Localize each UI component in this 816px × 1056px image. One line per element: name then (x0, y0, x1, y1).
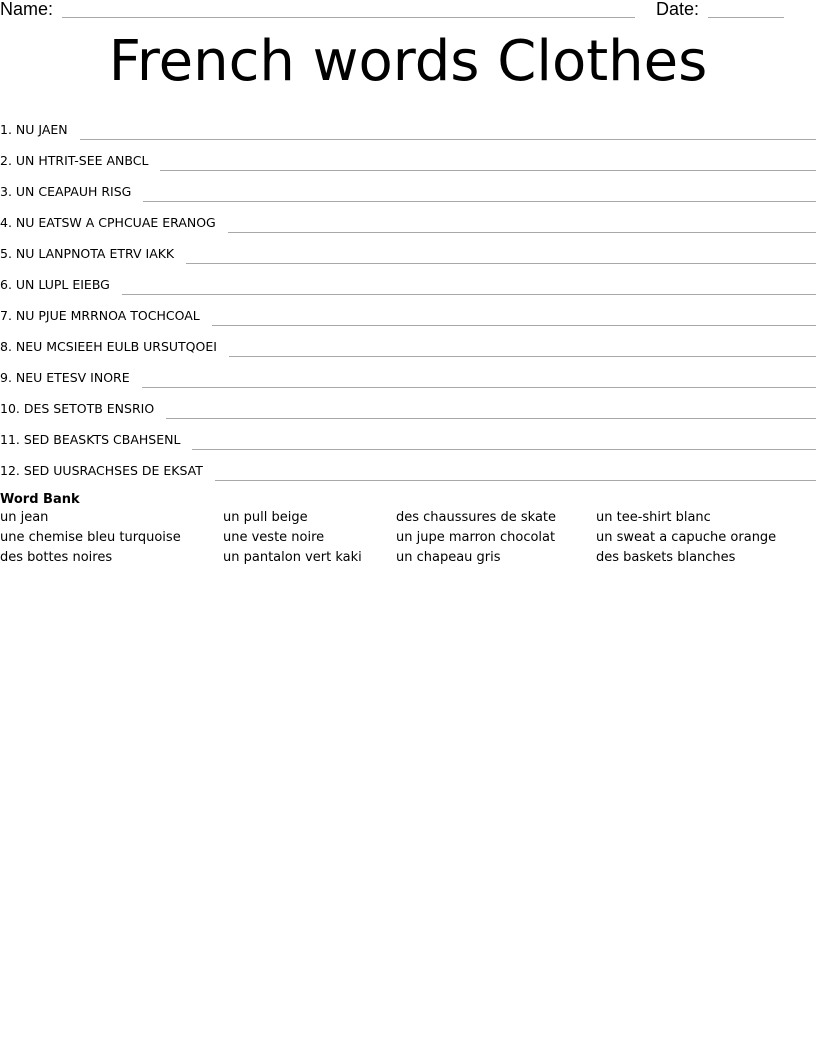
answer-line (192, 449, 816, 450)
word-bank-entry: des chaussures de skate (396, 510, 557, 525)
word-bank-title: Word Bank (0, 492, 80, 507)
answer-line (143, 201, 816, 202)
question-text: 9. NEU ETESV INORE (0, 370, 130, 385)
question-row (0, 328, 816, 359)
question-row (0, 390, 816, 421)
date-field-line (708, 17, 784, 18)
question-text: 4. NU EATSW A CPHCUAE ERANOG (0, 215, 216, 230)
question-row (0, 452, 816, 483)
question-row (0, 297, 816, 328)
word-bank-entry: un pull beige (223, 510, 308, 525)
word-bank (0, 491, 816, 569)
question-row (0, 421, 816, 452)
word-bank-entry: un sweat a capuche orange (596, 530, 777, 545)
question-text: 7. NU PJUE MRRNOA TOCHCOAL (0, 308, 200, 323)
question-list (0, 111, 816, 483)
answer-line (142, 387, 816, 388)
word-bank-row (0, 549, 816, 569)
question-text: 3. UN CEAPAUH RISG (0, 184, 132, 199)
word-bank-entry: un chapeau gris (396, 550, 501, 565)
question-row (0, 142, 816, 173)
answer-line (160, 170, 816, 171)
word-bank-entry: une chemise bleu turquoise (0, 530, 181, 545)
question-text: 1. NU JAEN (0, 122, 68, 137)
worksheet-header (0, 0, 816, 24)
question-row (0, 204, 816, 235)
question-text: 6. UN LUPL EIEBG (0, 277, 110, 292)
question-row (0, 235, 816, 266)
word-bank-row (0, 529, 816, 549)
word-bank-entry: des baskets blanches (596, 550, 736, 565)
name-label: Name: (0, 0, 54, 19)
question-row (0, 111, 816, 142)
word-bank-row (0, 509, 816, 529)
answer-line (228, 232, 816, 233)
word-bank-entry: un jupe marron chocolat (396, 530, 556, 545)
question-text: 12. SED UUSRACHSES DE EKSAT (0, 463, 203, 478)
question-text: 8. NEU MCSIEEH EULB URSUTQOEI (0, 339, 217, 354)
answer-line (166, 418, 816, 419)
word-bank-entry: une veste noire (223, 530, 325, 545)
name-field-line (62, 17, 635, 18)
answer-line (229, 356, 816, 357)
question-row (0, 359, 816, 390)
question-row (0, 266, 816, 297)
date-label: Date: (656, 0, 700, 19)
word-bank-entry: des bottes noires (0, 550, 113, 565)
word-bank-entry: un pantalon vert kaki (223, 550, 362, 565)
answer-line (122, 294, 816, 295)
answer-line (186, 263, 816, 264)
word-bank-entry: un jean (0, 510, 49, 525)
answer-line (80, 139, 816, 140)
question-row (0, 173, 816, 204)
answer-line (215, 480, 816, 481)
question-text: 5. NU LANPNOTA ETRV IAKK (0, 246, 175, 261)
answer-line (212, 325, 816, 326)
question-text: 2. UN HTRIT-SEE ANBCL (0, 153, 149, 168)
word-bank-entry: un tee-shirt blanc (596, 510, 711, 525)
question-text: 10. DES SETOTB ENSRIO (0, 401, 155, 416)
page-title: French words Clothes (108, 29, 708, 94)
question-text: 11. SED BEASKTS CBAHSENL (0, 432, 181, 447)
